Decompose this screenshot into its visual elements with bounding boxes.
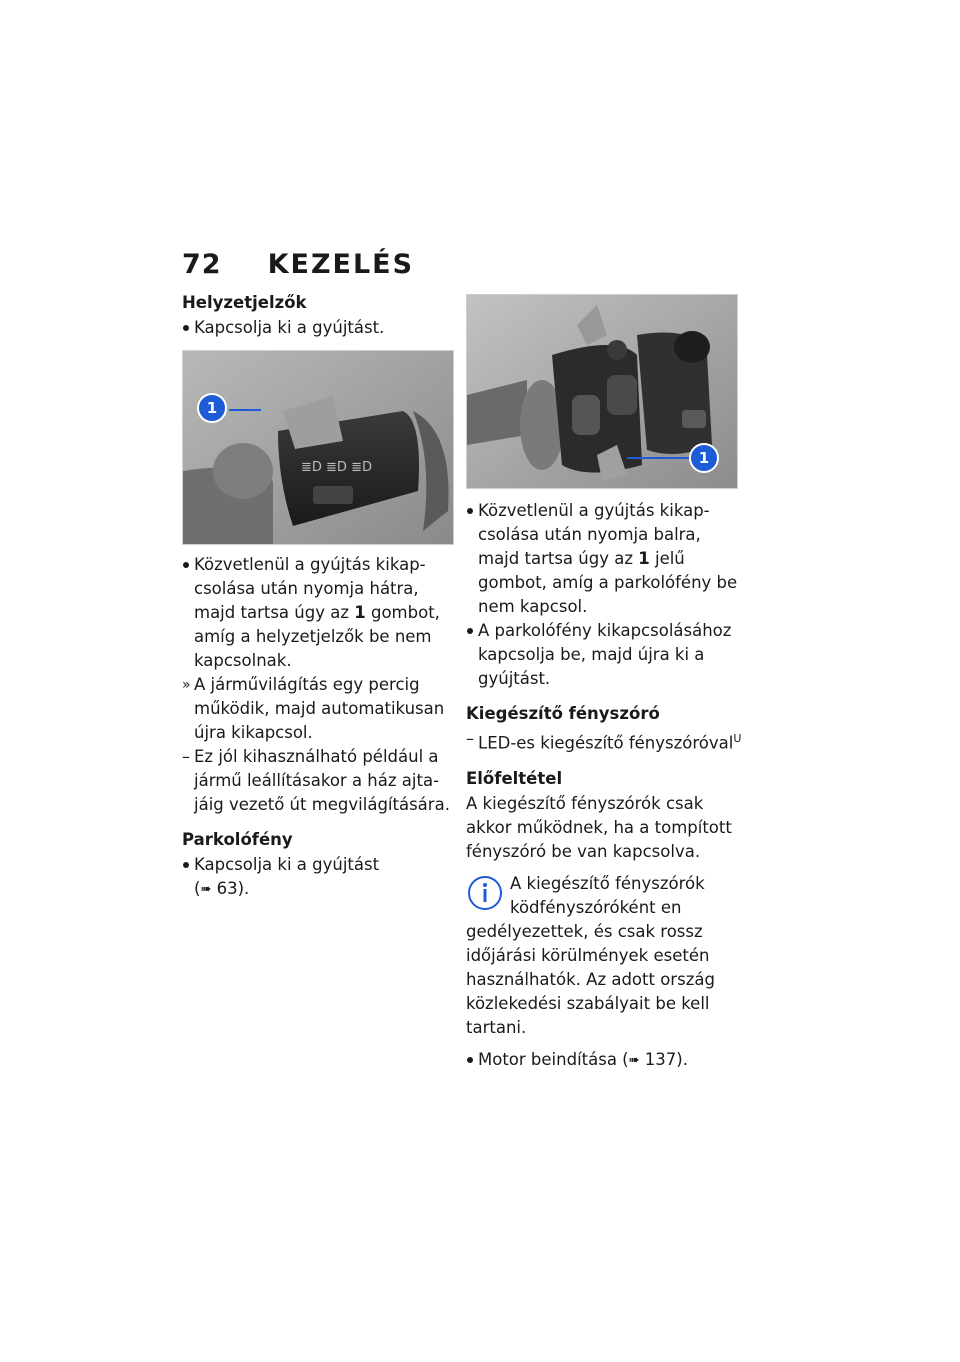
right-column: [466, 294, 746, 1073]
list-item: A parkolófény kikapcsolásához kapcsolja be, majd újra ki a gyújtást.: [478, 621, 732, 688]
heading-auxiliary-headlight: Kiegészítő fényszóró: [466, 704, 660, 723]
chapter-title: KEZELÉS: [267, 248, 415, 280]
info-text-line-1: A kiegészítő fényszórók: [510, 873, 705, 893]
list-item: Közvetlenül a gyújtás kikapcsolása után nyomja hátra, majd tartsa úgy az 1 gombot, amíg a helyzetjelzők be nem kapcsolnak.: [194, 555, 440, 670]
handlebar-switch-figure-right: [466, 294, 738, 489]
list-item: Közvetlenül a gyújtás kikapcsolása után nyomja balra, majd tartsa úgy az 1 jelű gombot, amíg a parkolófény be nem kapcsol.: [478, 501, 738, 616]
info-note: [466, 872, 746, 1040]
page-reference-arrow-icon: ➠: [200, 882, 212, 897]
dash-item: – Ez jól kihasználható például a jármű leállításakor a ház ajtajáig vezető út megvilágítására.: [182, 747, 450, 814]
list-item: Motor beindítása (➠ 137).: [466, 1048, 746, 1073]
callout-leader: [229, 409, 261, 411]
info-text-rest: gedélyezettek, és csak rossz időjárási körülmények esetén használhatók. Az adott ország közlekedési szabályait be kell tartani.: [466, 921, 715, 1037]
prerequisite-text: A kiegészítő fényszórók csak akkor működnek, ha a tompított fényszóró be van kapcsolva.: [466, 793, 732, 861]
heading-prerequisite: Előfeltétel: [466, 768, 563, 788]
switch-illustration: [183, 351, 453, 544]
callout-1: 1: [197, 393, 227, 423]
heading-position-lights: Helyzetjelzők: [182, 293, 307, 312]
page-header: [182, 244, 414, 284]
info-icon: [466, 874, 504, 914]
left-column: [182, 290, 454, 902]
list-item: Kapcsolja ki a gyújtást (➠ 63).: [182, 853, 454, 902]
info-text-line-2: ködfényszóróként en: [510, 897, 682, 917]
callout-leader: [627, 457, 691, 459]
callout-1-right: 1: [689, 443, 719, 473]
list-item: Kapcsolja ki a gyújtást.: [194, 318, 385, 337]
svg-text:≣D ≣D ≣D: ≣D ≣D ≣D: [301, 460, 372, 475]
heading-parking-light: Parkolófény: [182, 830, 293, 849]
page-number: 72: [182, 248, 222, 280]
dash-item: – LED-es kiegészítő fényszóróval$^U$: [466, 729, 742, 753]
handlebar-switch-figure: [182, 350, 454, 545]
page-reference-arrow-icon: ➠: [628, 1052, 640, 1068]
result-item: » A járművilágítás egy percig működik, majd automatikusan újra kikapcsol.: [182, 675, 445, 742]
